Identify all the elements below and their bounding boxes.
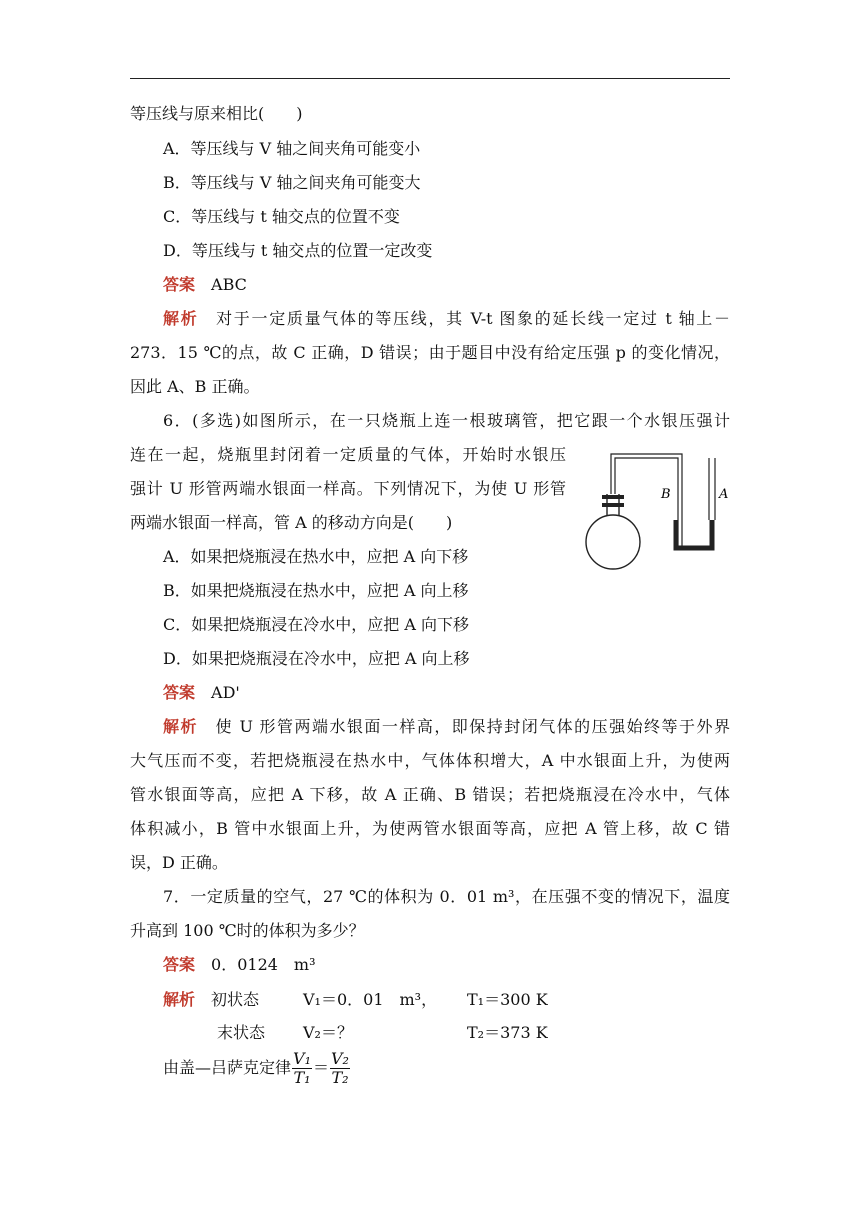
- analysis-line: 误，D 正确。: [130, 853, 228, 872]
- final-state-label: 末状态: [217, 1023, 266, 1042]
- analysis-line: [163, 715, 730, 739]
- option-a: A．如果把烧瓶浸在热水中，应把 A 向下移: [163, 547, 469, 566]
- analysis-line: 管水银面等高，应把 A 下移，故 A 正确、B 错误；若把烧瓶浸在冷水中，气体: [130, 785, 730, 804]
- analysis-text: 对于一定质量气体的等压线，其 V-t 图象的延长线一定过 t 轴上－: [216, 309, 730, 328]
- answer-label: 答案: [163, 683, 196, 702]
- question-6-stem: 连在一起，烧瓶里封闭着一定质量的气体，开始时水银压: [130, 445, 566, 464]
- fraction-v1-t1: $\frac{\text{V₁}}{\text{T₁}}$: [293, 1049, 311, 1087]
- analysis-line: 273．15 ℃的点，故 C 正确，D 错误；由于题目中没有给定压强 p 的变化情况，: [130, 343, 730, 362]
- option-c: C．等压线与 t 轴交点的位置不变: [163, 207, 400, 226]
- flask-body: [586, 515, 640, 569]
- analysis-label: 解析: [163, 309, 199, 328]
- option-d: D．等压线与 t 轴交点的位置一定改变: [163, 241, 433, 260]
- answer-label: 答案: [163, 275, 196, 294]
- option-d: D．如果把烧瓶浸在冷水中，应把 A 向上移: [163, 649, 470, 668]
- law-text: 由盖—吕萨克定律: [163, 1058, 292, 1077]
- flask-manometer-figure: [584, 450, 734, 580]
- label-b: B: [661, 487, 671, 502]
- option-b: B．等压线与 V 轴之间夹角可能变大: [163, 173, 421, 192]
- analysis-line: [163, 307, 730, 331]
- gay-lussac-law: 由盖—吕萨克定律 $\frac{\text{V₁}}{\text{T₁}}$ ＝ $\frac{\text{V₂}}{\text{T₂}}$: [163, 1049, 349, 1087]
- question-6-stem: 强计 U 形管两端水银面一样高。下列情况下，为使 U 形管: [130, 479, 566, 498]
- question-6-stem: 6．(多选)如图所示，在一只烧瓶上连一根玻璃管，把它跟一个水银压强计: [163, 411, 730, 430]
- fraction-v2-t2: $\frac{\text{V₂}}{\text{T₂}}$: [331, 1049, 349, 1087]
- option-c: C．如果把烧瓶浸在冷水中，应把 A 向下移: [163, 615, 469, 634]
- answer-row: [163, 953, 316, 977]
- final-temperature: T₂＝373 K: [467, 1023, 548, 1042]
- question-7-stem: 7．一定质量的空气，27 ℃的体积为 0．01 m³，在压强不变的情况下，温度: [163, 887, 730, 906]
- question-stem-tail: 等压线与原来相比( ): [130, 104, 303, 123]
- question-6-stem: 两端水银面一样高，管 A 的移动方向是( ): [130, 513, 453, 532]
- option-b: B．如果把烧瓶浸在热水中，应把 A 向上移: [163, 581, 469, 600]
- answer-value: ABC: [211, 275, 247, 294]
- answer-value: AD': [211, 683, 240, 702]
- initial-volume: V₁＝0．01 m³，: [303, 990, 438, 1009]
- answer-label: 答案: [163, 955, 196, 974]
- analysis-line: 大气压而不变，若把烧瓶浸在热水中，气体体积增大，A 中水银面上升，为使两: [130, 751, 730, 770]
- final-volume: V₂＝？: [303, 1023, 353, 1042]
- analysis-text: 使 U 形管两端水银面一样高，即保持封闭气体的压强始终等于外界: [215, 717, 730, 736]
- glass-tube: [611, 454, 682, 548]
- analysis-line: 因此 A、B 正确。: [130, 377, 260, 396]
- initial-temperature: T₁＝300 K: [467, 990, 548, 1009]
- stopper: [602, 495, 624, 499]
- analysis-line: 体积减小，B 管中水银面上升，为使两管水银面等高，应把 A 管上移，故 C 错: [130, 819, 730, 838]
- answer-value: 0．0124 m³: [211, 955, 316, 974]
- analysis-label: 解析: [163, 717, 198, 736]
- question-7-stem: 升高到 100 ℃时的体积为多少？: [130, 921, 365, 940]
- answer-row: [163, 681, 240, 705]
- header-rule: [130, 78, 730, 79]
- answer-row: [163, 273, 247, 297]
- option-a: A．等压线与 V 轴之间夹角可能变小: [163, 139, 421, 158]
- initial-state-label: 初状态: [211, 990, 260, 1009]
- label-a: A: [719, 487, 729, 502]
- initial-state-row: [163, 988, 259, 1012]
- analysis-label: 解析: [163, 990, 196, 1009]
